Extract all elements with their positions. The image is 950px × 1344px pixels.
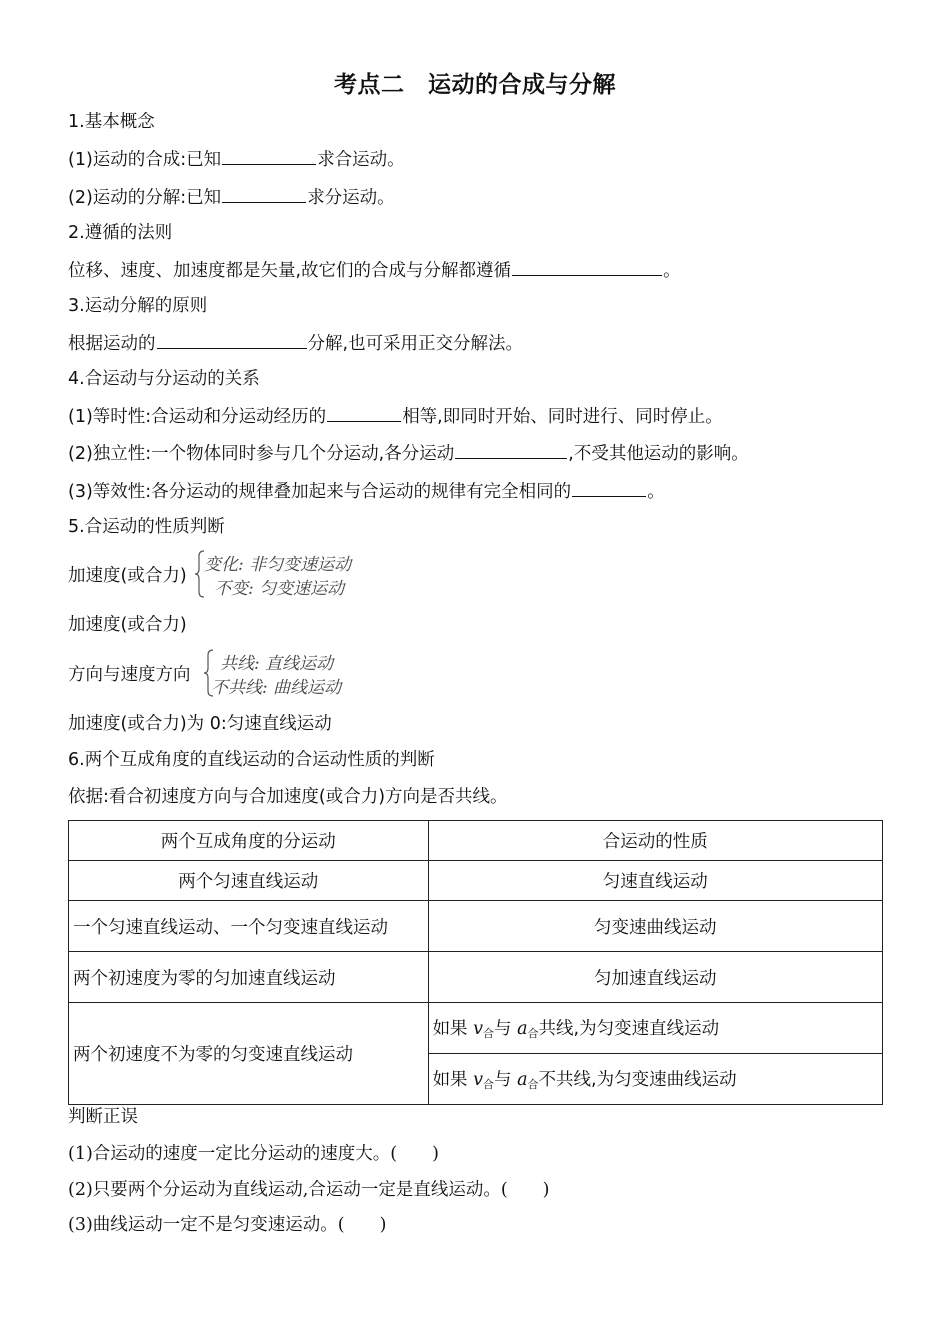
blank-5 [327,404,401,422]
symbol-v: v [473,1070,484,1090]
symbol-a: a [517,1070,528,1090]
table-cell: 匀速直线运动 [428,861,882,901]
symbol-a: a [517,1019,528,1039]
subscript: 合 [483,1078,495,1091]
s4-line-1-text: (1)等时性:合运动和分运动经历的 [68,407,327,427]
section-5-heading: 5.合运动的性质判断 [68,517,225,537]
cell-text: 与 [494,1019,518,1039]
table-cell: 匀变速曲线运动 [428,901,882,952]
s1-line-1-end: 求合运动。 [317,150,405,170]
s1-line-2 [68,185,395,210]
s3-line-1-text: 根据运动的 [68,334,156,354]
section-6-heading: 6.两个互成角度的直线运动的合运动性质的判断 [68,750,435,770]
cell-text: 不共线,为匀变速曲线运动 [538,1070,737,1090]
s3-line-1 [68,331,523,356]
s4-line-2-end: ,不受其他运动的影响。 [568,444,749,464]
section-4-heading: 4.合运动与分运动的关系 [68,369,260,389]
s4-line-1 [68,404,723,429]
brace-2-item-noncollinear: 不共线: 曲线运动 [211,678,342,698]
blank-6 [455,441,567,459]
s2-line-1-text: 位移、速度、加速度都是矢量,故它们的合成与分解都遵循 [68,261,512,281]
brace-2-label: 方向与速度方向 [68,665,191,685]
motion-table [68,820,883,1105]
s5-zero-line: 加速度(或合力)为 0:匀速直线运动 [68,714,332,734]
table-cell: 两个匀速直线运动 [69,861,429,901]
blank-2 [222,185,306,203]
s4-line-3-end: 。 [647,482,665,502]
blank-1 [222,147,316,165]
s1-line-1-text: (1)运动的合成:已知 [68,150,222,170]
section-2-heading: 2.遵循的法则 [68,223,173,243]
cell-text: 共线,为匀变速直线运动 [538,1019,720,1039]
table-cell [428,1054,882,1105]
s2-line-1-end: 。 [663,261,681,281]
brace-2-label-top: 加速度(或合力) [68,615,187,635]
brace-1-label: 加速度(或合力) [68,566,187,586]
s1-line-1 [68,147,405,172]
s4-line-3-text: (3)等效性:各分运动的规律叠加起来与合运动的规律有完全相同的 [68,482,572,502]
table-header-cell: 两个互成角度的分运动 [69,821,429,861]
page-title: 考点二 运动的合成与分解 [334,72,616,98]
blank-7 [572,479,646,497]
s2-line-1 [68,258,681,283]
s1-line-2-end: 求分运动。 [307,188,395,208]
section-3-heading: 3.运动分解的原则 [68,296,208,316]
cell-text: 如果 [432,1070,474,1090]
table-cell: 一个匀速直线运动、一个匀变速直线运动 [69,901,429,952]
blank-4 [157,331,307,349]
subscript: 合 [483,1027,495,1040]
table-cell [428,1003,882,1054]
brace-2-item-collinear: 共线: 直线运动 [220,654,334,674]
judge-question-2: (2)只要两个分运动为直线运动,合运动一定是直线运动。( ) [68,1180,550,1200]
subscript: 合 [527,1078,539,1091]
table-header-row [69,821,883,861]
table-cell: 匀加速直线运动 [428,952,882,1003]
table-row [69,952,883,1003]
table-header-cell: 合运动的性质 [428,821,882,861]
s4-line-2-text: (2)独立性:一个物体同时参与几个分运动,各分运动 [68,444,455,464]
table-row [69,1003,883,1054]
brace-group-direction [68,649,388,699]
blank-3 [512,258,662,276]
table-row [69,901,883,952]
s4-line-1-end: 相等,即同时开始、同时进行、同时停止。 [402,407,723,427]
table-row [69,861,883,901]
s4-line-3 [68,479,665,504]
brace-1-item-change: 变化: 非匀变速运动 [204,555,352,575]
section-1-heading: 1.基本概念 [68,112,155,132]
subscript: 合 [527,1027,539,1040]
brace-group-acceleration [68,550,388,600]
s6-basis: 依据:看合初速度方向与合加速度(或合力)方向是否共线。 [68,787,508,807]
s3-line-1-end: 分解,也可采用正交分解法。 [307,334,524,354]
cell-text: 如果 [432,1019,474,1039]
s4-line-2 [68,441,749,466]
table-cell: 两个初速度不为零的匀变速直线运动 [69,1003,429,1105]
judge-question-3: (3)曲线运动一定不是匀变速运动。( ) [68,1215,387,1235]
judge-heading: 判断正误 [68,1107,138,1127]
brace-1-item-constant: 不变: 匀变速运动 [214,579,345,599]
cell-text: 与 [494,1070,518,1090]
s1-line-2-text: (2)运动的分解:已知 [68,188,222,208]
table-cell: 两个初速度为零的匀加速直线运动 [69,952,429,1003]
symbol-v: v [473,1019,484,1039]
judge-question-1: (1)合运动的速度一定比分运动的速度大。( ) [68,1144,439,1164]
